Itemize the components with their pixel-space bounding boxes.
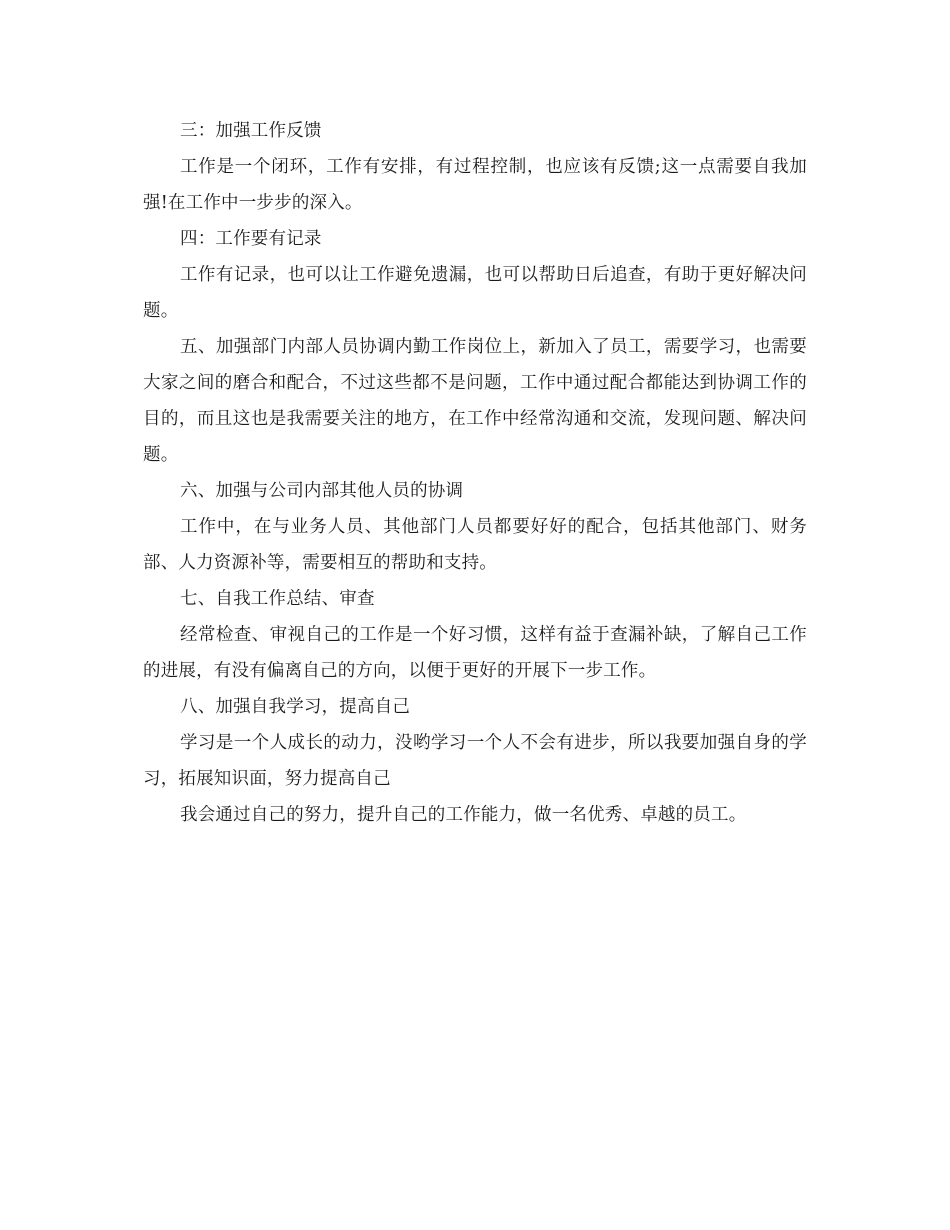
body-paragraph: 经常检查、审视自己的工作是一个好习惯，这样有益于查漏补缺，了解自己工作的进展，有没有偏离自己的方向，以便于更好的开展下一步工作。 [143, 625, 807, 681]
document-body [143, 113, 807, 833]
section-heading: 六、加强与公司内部其他人员的协调 [180, 481, 464, 501]
section-heading: 四：工作要有记录 [180, 229, 322, 249]
body-paragraph: 工作是一个闭环，工作有安排，有过程控制，也应该有反馈;这一点需要自我加强!在工作中一步步的深入。 [143, 157, 807, 213]
body-paragraph: 工作有记录，也可以让工作避免遗漏，也可以帮助日后追查，有助于更好解决问题。 [143, 265, 807, 321]
body-paragraph: 五、加强部门内部人员协调内勤工作岗位上，新加入了员工，需要学习，也需要大家之间的磨合和配合，不过这些都不是问题，工作中通过配合都能达到协调工作的目的，而且这也是我需要关注的地方，在工作中经常沟通和交流，发现问题、解决问题。 [143, 337, 807, 465]
body-paragraph: 学习是一个人成长的动力，没哟学习一个人不会有进步，所以我要加强自身的学习，拓展知识面，努力提高自己 [143, 733, 807, 789]
section-heading: 七、自我工作总结、审查 [180, 589, 375, 609]
body-paragraph: 工作中，在与业务人员、其他部门人员都要好好的配合，包括其他部门、财务部、人力资源补等，需要相互的帮助和支持。 [143, 517, 807, 573]
section-heading: 三：加强工作反馈 [180, 121, 322, 141]
section-heading: 八、加强自我学习，提高自己 [180, 697, 411, 717]
closing-paragraph: 我会通过自己的努力，提升自己的工作能力，做一名优秀、卓越的员工。 [180, 805, 747, 825]
